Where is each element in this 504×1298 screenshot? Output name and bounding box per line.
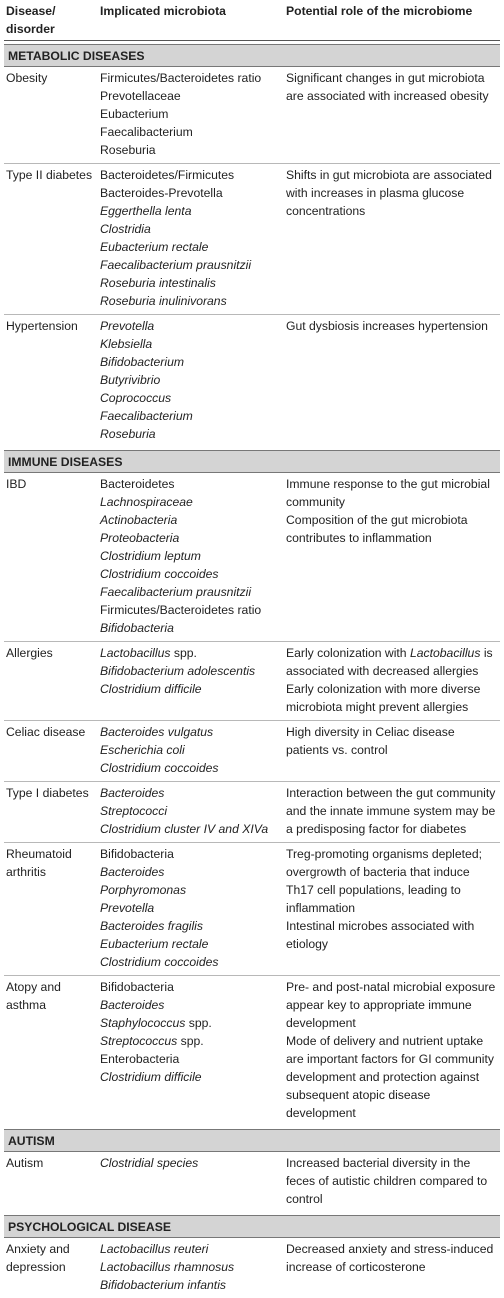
- table-row: [4, 1152, 500, 1212]
- microbe-name: Clostridium coccoides: [100, 567, 219, 581]
- role-fragment: is associated with decreased allergies: [286, 646, 493, 678]
- microbiota-cell: [98, 475, 284, 637]
- microbiota-cell: [98, 723, 284, 777]
- microbe-name: Bifidobacterium: [100, 355, 184, 369]
- microbe-name: Eubacterium rectale: [100, 240, 209, 254]
- microbiota-cell: [98, 317, 284, 443]
- microbe-name: Clostridial species: [100, 1156, 199, 1170]
- role-line: Early colonization with more diverse microbiota might prevent allergies: [286, 682, 481, 714]
- microbe-name: Firmicutes/Bacteroidetes ratio: [100, 71, 262, 85]
- role-line: Significant changes in gut microbiota are associated with increased obesity: [286, 71, 489, 103]
- table-row: [4, 67, 500, 164]
- table-row: [4, 642, 500, 721]
- microbe-name: Roseburia inulinivorans: [100, 294, 227, 308]
- microbe-name: Lactobacillus reuteri: [100, 1242, 209, 1256]
- microbe-name: [100, 1032, 284, 1050]
- microbiota-cell: [98, 845, 284, 971]
- microbe-name: Clostridium coccoides: [100, 955, 219, 969]
- microbe-name: [100, 1014, 284, 1032]
- microbe-name: [100, 644, 284, 662]
- microbiota-cell: [98, 644, 284, 716]
- role-fragment: Early colonization with: [286, 646, 410, 660]
- microbe-name: Bacteroides: [100, 865, 165, 879]
- microbe-name: Enterobacteria: [100, 1052, 180, 1066]
- microbe-name: Porphyromonas: [100, 883, 187, 897]
- microbiota-cell: [98, 1154, 284, 1208]
- role-line: [286, 644, 500, 680]
- microbe-name: Clostridium difficile: [100, 1070, 202, 1084]
- role-line: Intestinal microbes associated with etiology: [286, 919, 475, 951]
- microbe-name: Proteobacteria: [100, 531, 180, 545]
- microbe-name: Bacteroidetes: [100, 477, 175, 491]
- microbiota-cell: [98, 1240, 284, 1294]
- microbe-name: Clostridium coccoides: [100, 761, 219, 775]
- table-row: [4, 782, 500, 843]
- disease-cell: Autism: [6, 1156, 44, 1170]
- microbiota-cell: [98, 69, 284, 159]
- table-row: [4, 843, 500, 976]
- microbe-name: Faecalibacterium: [100, 125, 193, 139]
- microbe-name: Eggerthella lenta: [100, 204, 192, 218]
- microbe-suffix: spp.: [185, 1016, 212, 1030]
- microbe-name: Prevotella: [100, 319, 155, 333]
- disease-cell: Anxiety and depression: [6, 1242, 70, 1274]
- role-line: Treg-promoting organisms depleted; overgrowth of bacteria that induce Th17 cell populations, leading to inflammation: [286, 847, 482, 915]
- disease-cell: Type II diabetes: [6, 168, 93, 182]
- microbe-name: Faecalibacterium: [100, 409, 193, 423]
- microbiota-cell: [98, 978, 284, 1122]
- microbe-name: Clostridia: [100, 222, 151, 236]
- role-line: Gut dysbiosis increases hypertension: [286, 319, 488, 333]
- microbe-name: Lachnospiraceae: [100, 495, 193, 509]
- microbe-name: Bifidobacteria: [100, 980, 174, 994]
- role-fragment: Lactobacillus: [409, 646, 481, 660]
- microbe-name: Faecalibacterium prausnitzii: [100, 585, 252, 599]
- section-header: PSYCHOLOGICAL DISEASE: [4, 1215, 500, 1238]
- header-microbiota: Implicated microbiota: [100, 4, 226, 18]
- microbe-suffix: spp.: [170, 646, 197, 660]
- table-body: [4, 44, 500, 1298]
- microbe-name: Lactobacillus rhamnosus: [100, 1260, 235, 1274]
- microbe-name: Coprococcus: [100, 391, 172, 405]
- role-line: Immune response to the gut microbial community: [286, 477, 490, 509]
- microbe-name: Roseburia: [100, 143, 156, 157]
- microbe-name: Clostridium difficile: [100, 682, 202, 696]
- microbe-name: Roseburia intestinalis: [100, 276, 216, 290]
- table-row: [4, 315, 500, 447]
- role-line: Composition of the gut microbiota contributes to inflammation: [286, 513, 468, 545]
- table-row: [4, 1238, 500, 1298]
- role-line: Decreased anxiety and stress-induced increase of corticosterone: [286, 1242, 494, 1274]
- microbe-name: Firmicutes/Bacteroidetes ratio: [100, 603, 262, 617]
- microbe-name: Bifidobacteria: [100, 621, 174, 635]
- microbe-name: Bacteroides-Prevotella: [100, 186, 223, 200]
- disease-cell: Type I diabetes: [6, 786, 89, 800]
- microbe-name: Roseburia: [100, 427, 156, 441]
- microbe-name: Clostridium cluster IV and XIVa: [100, 822, 269, 836]
- role-cell: [284, 317, 500, 443]
- role-cell: [284, 784, 500, 838]
- role-cell: [284, 845, 500, 971]
- microbe-genus: Staphylococcus: [100, 1016, 186, 1030]
- role-cell: [284, 978, 500, 1122]
- section-header: IMMUNE DISEASES: [4, 450, 500, 473]
- microbe-name: Eubacterium rectale: [100, 937, 209, 951]
- disease-cell: Rheumatoid arthritis: [6, 847, 72, 879]
- section-header: METABOLIC DISEASES: [4, 44, 500, 67]
- microbe-genus: Lactobacillus: [100, 646, 171, 660]
- role-line: Shifts in gut microbiota are associated with increases in plasma glucose concentrations: [286, 168, 492, 218]
- microbe-name: Bacteroides fragilis: [100, 919, 203, 933]
- header-disease: Disease/ disorder: [6, 4, 56, 36]
- role-cell: [284, 1240, 500, 1294]
- disease-cell: Atopy and asthma: [6, 980, 61, 1012]
- microbe-name: Butyrivibrio: [100, 373, 161, 387]
- disease-cell: IBD: [6, 477, 27, 491]
- microbe-name: Bacteroidetes/Firmicutes: [100, 168, 235, 182]
- role-line: High diversity in Celiac disease patients vs. control: [286, 725, 455, 757]
- microbe-suffix: spp.: [177, 1034, 204, 1048]
- section-header: AUTISM: [4, 1129, 500, 1152]
- role-cell: [284, 644, 500, 716]
- microbe-name: Streptococci: [100, 804, 168, 818]
- table-header: [4, 0, 500, 41]
- header-role: Potential role of the microbiome: [286, 4, 473, 18]
- microbe-name: Prevotellaceae: [100, 89, 181, 103]
- microbe-name: Bifidobacteria: [100, 847, 174, 861]
- microbe-name: Bifidobacterium adolescentis: [100, 664, 256, 678]
- microbe-name: Clostridium leptum: [100, 549, 201, 563]
- microbe-genus: Streptococcus: [100, 1034, 178, 1048]
- microbe-name: Prevotella: [100, 901, 155, 915]
- table-row: [4, 721, 500, 782]
- table-row: [4, 164, 500, 315]
- microbiome-disease-table: [4, 0, 500, 1298]
- microbe-name: Faecalibacterium prausnitzii: [100, 258, 252, 272]
- role-line: Mode of delivery and nutrient uptake are important factors for GI community development and protection against subsequent atopic disease development: [286, 1034, 494, 1120]
- microbe-name: Klebsiella: [100, 337, 153, 351]
- role-cell: [284, 69, 500, 159]
- role-cell: [284, 1154, 500, 1208]
- microbe-name: Bacteroides: [100, 786, 165, 800]
- role-line: Interaction between the gut community and the innate immune system may be a predisposing factor for diabetes: [286, 786, 496, 836]
- role-cell: [284, 723, 500, 777]
- disease-cell: Celiac disease: [6, 725, 86, 739]
- microbe-name: Bacteroides vulgatus: [100, 725, 214, 739]
- microbiota-cell: [98, 784, 284, 838]
- role-cell: [284, 166, 500, 310]
- disease-cell: Allergies: [6, 646, 53, 660]
- microbe-name: Bacteroides: [100, 998, 165, 1012]
- disease-cell: Obesity: [6, 71, 48, 85]
- microbe-name: Eubacterium: [100, 107, 169, 121]
- microbe-name: Bifidobacterium infantis: [100, 1278, 226, 1292]
- microbe-name: Actinobacteria: [100, 513, 178, 527]
- role-line: Pre- and post-natal microbial exposure appear key to appropriate immune development: [286, 980, 496, 1030]
- table-row: [4, 976, 500, 1126]
- table-row: [4, 473, 500, 642]
- role-line: Increased bacterial diversity in the feces of autistic children compared to control: [286, 1156, 488, 1206]
- disease-cell: Hypertension: [6, 319, 78, 333]
- microbiota-cell: [98, 166, 284, 310]
- microbe-name: Escherichia coli: [100, 743, 185, 757]
- role-cell: [284, 475, 500, 637]
